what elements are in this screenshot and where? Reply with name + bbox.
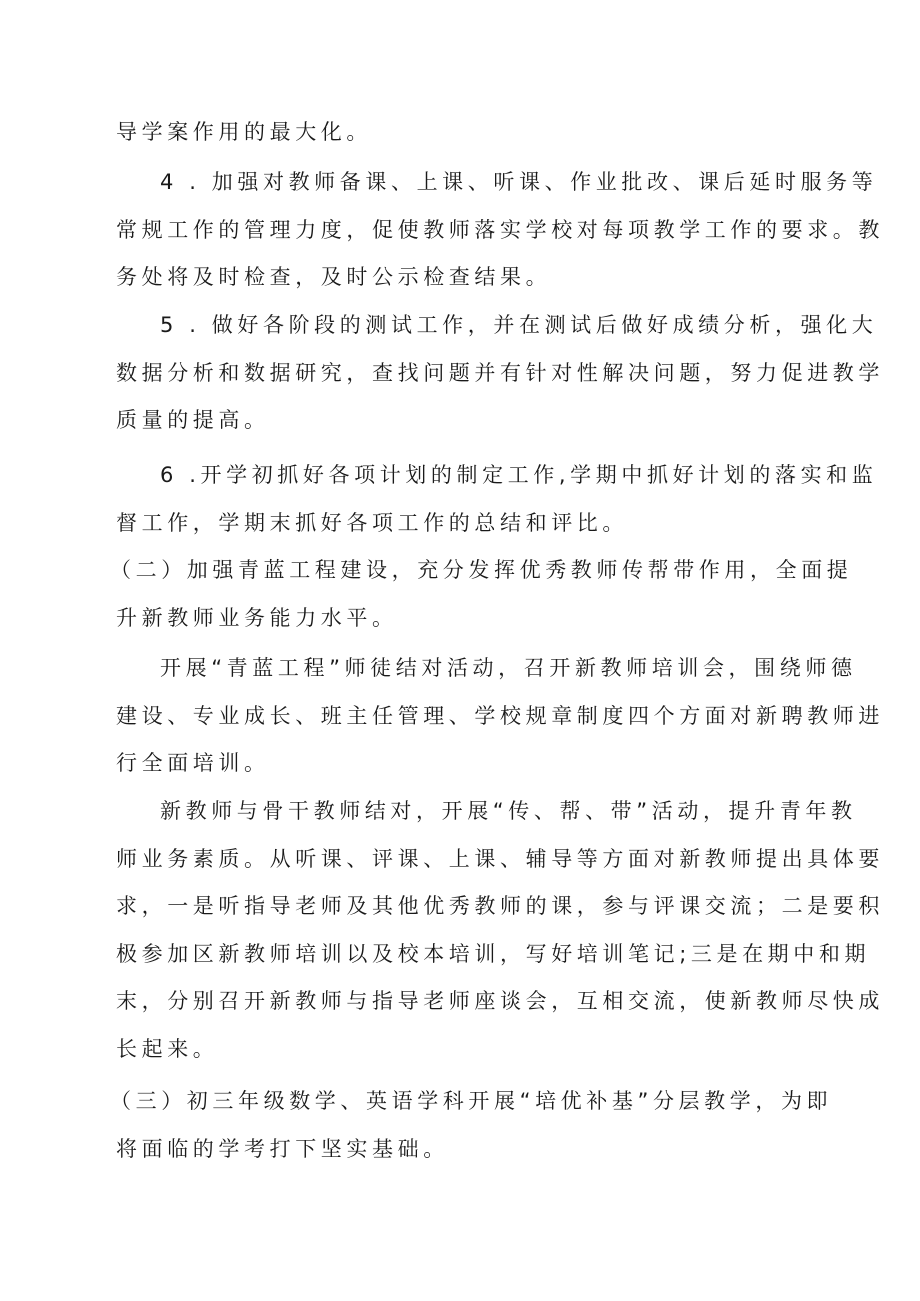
text-line: 开展“青蓝工程”师徒结对活动，召开新教师培训会，围绕师德 [160,656,857,680]
paragraph-continuation [116,109,816,157]
text-line: 长起来。 [116,1036,219,1061]
text-line: 督工作，学期末抓好各项工作的总结和评比。 [116,510,628,535]
text-line: 末，分别召开新教师与指导老师座谈会，互相交流，使新教师尽快成 [116,989,884,1014]
text-line: （三）初三年级数学、英语学科开展“培优补基”分层教学，为即 [110,1089,833,1113]
text-line: 6 .开学初抓好各项计划的制定工作,学期中抓好计划的落实和监 [160,463,878,487]
text-line: 5 . 做好各阶段的测试工作，并在测试后做好成绩分析，强化大 [160,313,878,337]
text-line: 求，一是听指导老师及其他优秀教师的课，参与评课交流；二是要积 [116,894,884,919]
text-line: 升新教师业务能力水平。 [116,605,398,630]
text-line: 务处将及时检查，及时公示检查结果。 [116,265,552,290]
text-line: 行全面培训。 [116,751,270,776]
text-line: 质量的提高。 [116,408,270,433]
paragraph-item-5 [116,302,884,445]
paragraph-mentoring [116,788,884,1074]
section-heading-2 [110,547,853,642]
text-line: 建设、专业成长、班主任管理、学校规章制度四个方面对新聘教师进 [116,703,884,728]
text-line: 导学案作用的最大化。 [116,120,372,144]
section-heading-3 [110,1078,833,1173]
text-line: 4 . 加强对教师备课、上课、听课、作业批改、课后延时服务等 [160,170,878,194]
paragraph-item-4 [116,159,884,302]
paragraph-item-6 [116,452,878,547]
text-line: （二）加强青蓝工程建设，充分发挥优秀教师传帮带作用，全面提 [110,558,853,582]
text-line: 常规工作的管理力度，促使教师落实学校对每项教学工作的要求。教 [116,217,884,242]
text-line: 将面临的学考打下坚实基础。 [116,1136,449,1161]
text-line: 师业务素质。从听课、评课、上课、辅导等方面对新教师提出具体要 [116,846,884,871]
text-line: 新教师与骨干教师结对，开展“传、帮、带”活动，提升青年教 [160,799,857,823]
paragraph-qinglan [116,645,884,788]
text-line: 极参加区新教师培训以及校本培训，写好培训笔记;三是在期中和期 [116,941,871,966]
text-line: 数据分析和数据研究，查找问题并有针对性解决问题，努力促进教学 [116,360,884,385]
